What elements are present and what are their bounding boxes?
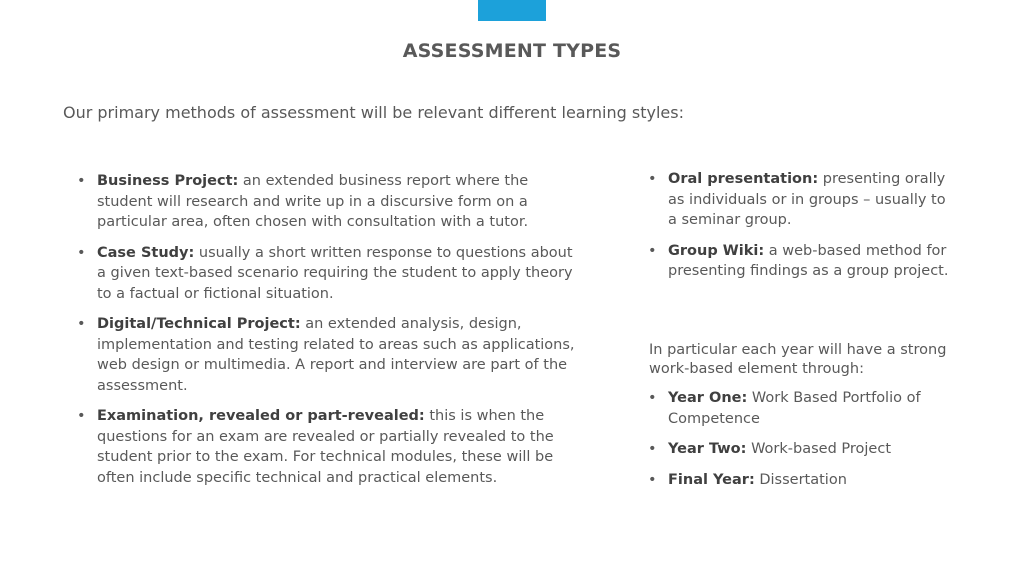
item-term: Oral presentation:: [668, 171, 819, 187]
list-item-group-wiki: [648, 241, 958, 282]
item-description: usually a short written response to questions about a given text-based scenario requiring the student to apply theory to a factual or fictional situation.: [97, 244, 573, 302]
left-column: [77, 171, 582, 498]
item-description: presenting orally as individuals or in groups – usually to a seminar group.: [668, 171, 946, 228]
item-term: Business Project:: [97, 173, 239, 189]
item-term: Final Year:: [668, 471, 755, 488]
item-description: Dissertation: [759, 471, 847, 488]
item-description: this is when the questions for an exam are revealed or partially revealed to the student prior to the exam. For technical modules, these will be often include specific technical and practical elements.: [97, 408, 554, 486]
list-item-year-one: [648, 388, 958, 429]
list-item-examination: [77, 406, 582, 488]
item-term: Group Wiki:: [668, 242, 765, 259]
item-description: a web-based method for presenting findings as a group project.: [668, 242, 949, 279]
item-description: Work Based Portfolio of Competence: [668, 390, 921, 427]
right-column-bottom: [648, 388, 958, 500]
year-intro-text: In particular each year will have a strong work-based element through:: [649, 342, 947, 377]
intro-text: Our primary methods of assessment will be relevant different learning styles:: [63, 103, 684, 122]
item-description: an extended business report where the student will research and write up in a discursive form on a particular area, often chosen with consultation with a tutor.: [97, 173, 529, 230]
accent-bar: [478, 0, 546, 21]
right-column-top: [648, 169, 958, 292]
item-term: Case Study:: [97, 244, 195, 261]
list-item-oral-presentation: [648, 169, 958, 231]
slide-title: ASSESSMENT TYPES: [402, 40, 622, 62]
assessment-list-right: [648, 169, 958, 282]
year-list: [648, 388, 958, 490]
item-term: Examination, revealed or part-revealed:: [97, 408, 425, 424]
item-term: Year Two:: [668, 441, 747, 457]
list-item-case-study: [77, 243, 582, 305]
item-description: Work-based Project: [751, 441, 892, 457]
list-item-final-year: [648, 470, 958, 491]
item-term: Year One:: [668, 390, 748, 406]
list-item-digital-technical-project: [77, 314, 582, 396]
list-item-business-project: [77, 171, 582, 233]
assessment-list-left: [77, 171, 582, 488]
list-item-year-two: [648, 439, 958, 460]
item-term: Digital/Technical Project:: [97, 316, 301, 332]
item-description: an extended analysis, design, implementation and testing related to areas such as applications, web design or multimedia. A report and interview are part of the assessment.: [97, 316, 575, 394]
